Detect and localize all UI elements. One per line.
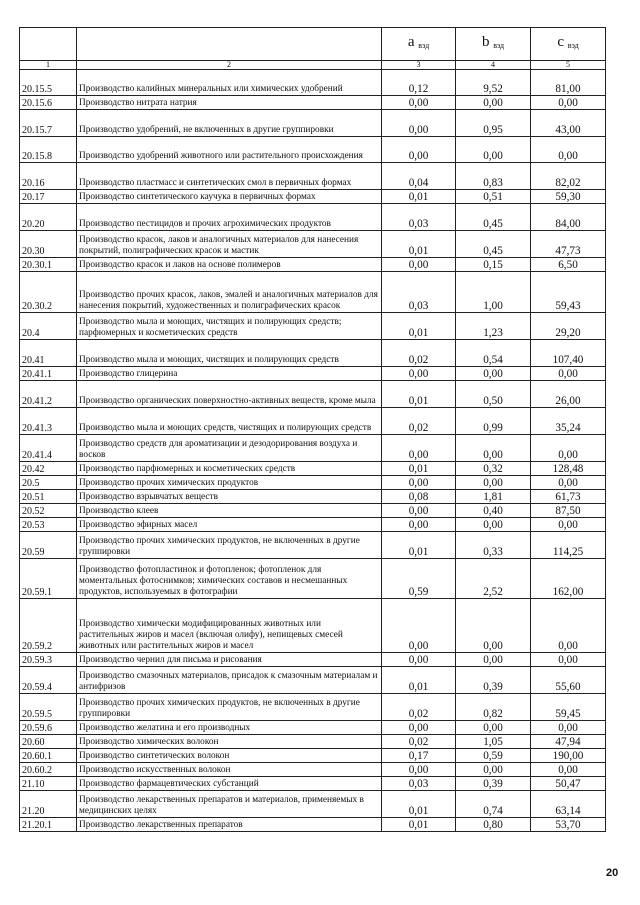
table-row [20, 721, 606, 735]
activity-code-cell: 21.20 [20, 791, 77, 818]
table-row [20, 532, 606, 559]
table-row [20, 518, 606, 532]
activity-code-cell: 20.15.5 [20, 70, 77, 96]
column-number-row [20, 61, 606, 70]
coef-b-cell: 0,82 [456, 694, 531, 721]
activity-code-cell: 20.59.3 [20, 653, 77, 667]
coef-c-cell: 162,00 [531, 559, 606, 599]
header-name-cell [77, 28, 382, 61]
activity-code-cell: 20.42 [20, 462, 77, 476]
coef-c-cell: 47,94 [531, 735, 606, 749]
activity-code-cell: 20.41.2 [20, 381, 77, 408]
table-row [20, 791, 606, 818]
coef-a-cell: 0,59 [382, 559, 456, 599]
table-row [20, 340, 606, 367]
coef-c-cell: 87,50 [531, 504, 606, 518]
coef-b-cell: 0,54 [456, 340, 531, 367]
table-row [20, 272, 606, 313]
coef-a-cell: 0,01 [382, 313, 456, 340]
coef-a-cell: 0,01 [382, 381, 456, 408]
activity-code-cell: 20.60.2 [20, 763, 77, 777]
coef-a-cell: 0,01 [382, 667, 456, 694]
coefficients-table [19, 27, 606, 832]
coef-b-cell: 0,00 [456, 721, 531, 735]
coef-c-cell: 61,73 [531, 490, 606, 504]
coef-c-cell: 0,00 [531, 435, 606, 462]
coef-a-cell: 0,00 [382, 476, 456, 490]
activity-code-cell: 20.41.3 [20, 408, 77, 435]
table-row [20, 258, 606, 272]
coef-a-cell: 0,17 [382, 749, 456, 763]
activity-name-cell: Производство парфюмерных и косметических средств [77, 462, 382, 476]
activity-code-cell: 20.4 [20, 313, 77, 340]
coef-a-cell: 0,02 [382, 694, 456, 721]
table-row [20, 559, 606, 599]
coef-b-cell: 0,00 [456, 599, 531, 653]
coef-c-cell: 47,73 [531, 231, 606, 258]
coef-c-cell: 55,60 [531, 667, 606, 694]
activity-code-cell: 20.52 [20, 504, 77, 518]
coef-b-cell: 0,00 [456, 763, 531, 777]
activity-name-cell: Производство мыла и моющих средств, чистящих и полирующих средств [77, 408, 382, 435]
coef-c-cell: 0,00 [531, 476, 606, 490]
coef-b-cell: 0,00 [456, 96, 531, 110]
coef-a-cell: 0,01 [382, 791, 456, 818]
activity-name-cell: Производство удобрений животного или растительного происхождения [77, 137, 382, 163]
coef-b-cell: 9,52 [456, 70, 531, 96]
coef-c-cell: 53,70 [531, 818, 606, 832]
activity-name-cell: Производство органических поверхностно-активных веществ, кроме мыла [77, 381, 382, 408]
activity-code-cell: 21.10 [20, 777, 77, 791]
coef-a-cell: 0,01 [382, 532, 456, 559]
coefficients-table-sheet [19, 27, 605, 832]
coef-b-cell: 0,33 [456, 532, 531, 559]
coef-b-cell: 0,39 [456, 777, 531, 791]
activity-name-cell: Производство химических волокон [77, 735, 382, 749]
coef-c-cell: 128,48 [531, 462, 606, 476]
coef-c-cell: 81,00 [531, 70, 606, 96]
coef-c-cell: 43,00 [531, 110, 606, 137]
coef-a-cell: 0,08 [382, 490, 456, 504]
activity-name-cell: Производство красок и лаков на основе полимеров [77, 258, 382, 272]
activity-name-cell: Производство лекарственных препаратов [77, 818, 382, 832]
table-row [20, 231, 606, 258]
table-row [20, 777, 606, 791]
coef-c-cell: 35,24 [531, 408, 606, 435]
coef-c-cell: 0,00 [531, 518, 606, 532]
coef-b-cell: 0,45 [456, 204, 531, 231]
activity-name-cell: Производство прочих химических продуктов, не включенных в другие группировки [77, 532, 382, 559]
coef-a-cell: 0,00 [382, 367, 456, 381]
coef-b-cell: 0,00 [456, 653, 531, 667]
coef-b-cell: 0,51 [456, 190, 531, 204]
activity-code-cell: 20.60 [20, 735, 77, 749]
coef-a-cell: 0,03 [382, 204, 456, 231]
coef-c-cell: 84,00 [531, 204, 606, 231]
page-number: 20 [606, 867, 619, 879]
table-row [20, 667, 606, 694]
coef-a-cell: 0,00 [382, 96, 456, 110]
column-number: 4 [456, 61, 531, 70]
column-number: 1 [20, 61, 77, 70]
coef-b-cell: 0,95 [456, 110, 531, 137]
coef-c-cell: 190,00 [531, 749, 606, 763]
activity-name-cell: Производство мыла и моющих, чистящих и полирующих средств [77, 340, 382, 367]
table-row [20, 110, 606, 137]
coef-c-cell: 0,00 [531, 653, 606, 667]
table-row [20, 749, 606, 763]
activity-name-cell: Производство синтетических волокон [77, 749, 382, 763]
activity-name-cell: Производство прочих химических продуктов [77, 476, 382, 490]
coef-a-cell: 0,03 [382, 777, 456, 791]
coef-a-cell: 0,00 [382, 763, 456, 777]
coef-c-cell: 59,45 [531, 694, 606, 721]
coef-a-cell: 0,00 [382, 110, 456, 137]
table-row [20, 190, 606, 204]
table-row [20, 367, 606, 381]
coef-b-cell: 0,39 [456, 667, 531, 694]
activity-code-cell: 20.41.1 [20, 367, 77, 381]
coef-b-cell: 0,80 [456, 818, 531, 832]
activity-name-cell: Производство фармацевтических субстанций [77, 777, 382, 791]
activity-name-cell: Производство искусственных волокон [77, 763, 382, 777]
activity-code-cell: 20.16 [20, 163, 77, 190]
activity-name-cell: Производство пестицидов и прочих агрохимических продуктов [77, 204, 382, 231]
activity-code-cell: 20.30.2 [20, 272, 77, 313]
coef-a-cell: 0,00 [382, 599, 456, 653]
table-row [20, 599, 606, 653]
coef-a-cell: 0,01 [382, 462, 456, 476]
coef-c-cell: 6,50 [531, 258, 606, 272]
table-row [20, 408, 606, 435]
coef-c-cell: 0,00 [531, 367, 606, 381]
coef-b-cell: 0,00 [456, 476, 531, 490]
activity-name-cell: Производство синтетического каучука в первичных формах [77, 190, 382, 204]
coef-c-cell: 0,00 [531, 721, 606, 735]
activity-name-cell: Производство клеев [77, 504, 382, 518]
activity-name-cell: Производство прочих красок, лаков, эмалей и аналогичных материалов для нанесения покрытий, художественных и полиграфических красок [77, 272, 382, 313]
coef-a-cell: 0,00 [382, 137, 456, 163]
coef-b-cell: 1,81 [456, 490, 531, 504]
table-row [20, 137, 606, 163]
activity-name-cell: Производство красок, лаков и аналогичных материалов для нанесения покрытий, полиграфических красок и мастик [77, 231, 382, 258]
coef-b-cell: 0,45 [456, 231, 531, 258]
table-row [20, 504, 606, 518]
coef-a-cell: 0,02 [382, 340, 456, 367]
activity-code-cell: 20.59.5 [20, 694, 77, 721]
coef-c-cell: 0,00 [531, 96, 606, 110]
table-row [20, 490, 606, 504]
coef-a-cell: 0,00 [382, 653, 456, 667]
coef-b-cell: 1,05 [456, 735, 531, 749]
activity-name-cell: Производство мыла и моющих, чистящих и полирующих средств; парфюмерных и косметических средств [77, 313, 382, 340]
activity-name-cell: Производство взрывчатых веществ [77, 490, 382, 504]
activity-name-cell: Производство средств для ароматизации и дезодорирования воздуха и восков [77, 435, 382, 462]
activity-code-cell: 20.41 [20, 340, 77, 367]
coef-b-cell: 2,52 [456, 559, 531, 599]
activity-name-cell: Производство эфирных масел [77, 518, 382, 532]
column-number: 5 [531, 61, 606, 70]
activity-code-cell: 20.30.1 [20, 258, 77, 272]
coef-c-cell: 114,25 [531, 532, 606, 559]
coef-b-cell: 1,23 [456, 313, 531, 340]
coef-b-cell: 0,32 [456, 462, 531, 476]
coef-a-cell: 0,12 [382, 70, 456, 96]
activity-code-cell: 20.59.2 [20, 599, 77, 653]
activity-code-cell: 20.41.4 [20, 435, 77, 462]
column-number: 3 [382, 61, 456, 70]
coef-a-cell: 0,00 [382, 518, 456, 532]
coef-b-cell: 0,00 [456, 435, 531, 462]
table-row [20, 735, 606, 749]
coef-b-cell: 0,00 [456, 367, 531, 381]
activity-code-cell: 20.15.6 [20, 96, 77, 110]
activity-code-cell: 20.51 [20, 490, 77, 504]
activity-name-cell: Производство удобрений, не включенных в другие группировки [77, 110, 382, 137]
activity-name-cell: Производство прочих химических продуктов, не включенных в другие группировки [77, 694, 382, 721]
header-col-b: b $_{вэд}$ [456, 28, 531, 61]
table-row [20, 462, 606, 476]
coef-b-cell: 0,15 [456, 258, 531, 272]
activity-code-cell: 20.30 [20, 231, 77, 258]
coef-c-cell: 50,47 [531, 777, 606, 791]
activity-code-cell: 20.15.7 [20, 110, 77, 137]
coef-a-cell: 0,00 [382, 258, 456, 272]
table-row [20, 435, 606, 462]
table-row [20, 381, 606, 408]
table-header-row [20, 28, 606, 61]
table-row [20, 163, 606, 190]
coef-b-cell: 0,83 [456, 163, 531, 190]
coef-a-cell: 0,00 [382, 504, 456, 518]
coef-a-cell: 0,03 [382, 272, 456, 313]
table-row [20, 204, 606, 231]
activity-name-cell: Производство глицерина [77, 367, 382, 381]
activity-name-cell: Производство желатина и его производных [77, 721, 382, 735]
table-row [20, 763, 606, 777]
header-col-c: c $_{вэд}$ [531, 28, 606, 61]
table-body [20, 70, 606, 832]
header-code-cell [20, 28, 77, 61]
activity-name-cell: Производство фотопластинок и фотопленок; фотопленок для моментальных фотоснимков; химических составов и несмешанных продуктов, используемых в фотографии [77, 559, 382, 599]
activity-code-cell: 20.15.8 [20, 137, 77, 163]
coef-c-cell: 26,00 [531, 381, 606, 408]
activity-code-cell: 20.59.6 [20, 721, 77, 735]
coef-b-cell: 0,00 [456, 137, 531, 163]
activity-code-cell: 20.59.4 [20, 667, 77, 694]
coef-b-cell: 0,50 [456, 381, 531, 408]
coef-b-cell: 1,00 [456, 272, 531, 313]
coef-c-cell: 82,02 [531, 163, 606, 190]
table-row [20, 818, 606, 832]
activity-code-cell: 20.59.1 [20, 559, 77, 599]
header-col-a: a $_{вэд}$ [382, 28, 456, 61]
activity-name-cell: Производство нитрата натрия [77, 96, 382, 110]
coef-b-cell: 0,59 [456, 749, 531, 763]
table-row [20, 313, 606, 340]
coef-c-cell: 63,14 [531, 791, 606, 818]
table-row [20, 96, 606, 110]
table-row [20, 70, 606, 96]
activity-name-cell: Производство смазочных материалов, присадок к смазочным материалам и антифризов [77, 667, 382, 694]
coef-a-cell: 0,01 [382, 231, 456, 258]
table-row [20, 694, 606, 721]
coef-b-cell: 0,00 [456, 518, 531, 532]
activity-name-cell: Производство пластмасс и синтетических смол в первичных формах [77, 163, 382, 190]
coef-c-cell: 29,20 [531, 313, 606, 340]
activity-name-cell: Производство химически модифицированных животных или растительных жиров и масел (включая олифу), непищевых смесей животных или растительных жиров и масел [77, 599, 382, 653]
coef-c-cell: 0,00 [531, 137, 606, 163]
activity-code-cell: 20.5 [20, 476, 77, 490]
coef-c-cell: 59,30 [531, 190, 606, 204]
coef-b-cell: 0,40 [456, 504, 531, 518]
coef-c-cell: 107,40 [531, 340, 606, 367]
coef-a-cell: 0,02 [382, 408, 456, 435]
activity-code-cell: 20.20 [20, 204, 77, 231]
coef-b-cell: 0,74 [456, 791, 531, 818]
coef-a-cell: 0,00 [382, 721, 456, 735]
activity-code-cell: 21.20.1 [20, 818, 77, 832]
activity-code-cell: 20.59 [20, 532, 77, 559]
activity-code-cell: 20.17 [20, 190, 77, 204]
coef-b-cell: 0,99 [456, 408, 531, 435]
coef-a-cell: 0,04 [382, 163, 456, 190]
activity-name-cell: Производство калийных минеральных или химических удобрений [77, 70, 382, 96]
coef-c-cell: 0,00 [531, 599, 606, 653]
activity-code-cell: 20.53 [20, 518, 77, 532]
table-row [20, 476, 606, 490]
table-row [20, 653, 606, 667]
activity-name-cell: Производство чернил для письма и рисования [77, 653, 382, 667]
coef-c-cell: 59,43 [531, 272, 606, 313]
activity-code-cell: 20.60.1 [20, 749, 77, 763]
coef-a-cell: 0,01 [382, 818, 456, 832]
coef-a-cell: 0,02 [382, 735, 456, 749]
column-number: 2 [77, 61, 382, 70]
coef-a-cell: 0,00 [382, 435, 456, 462]
activity-name-cell: Производство лекарственных препаратов и материалов, применяемых в медицинских целях [77, 791, 382, 818]
coef-c-cell: 0,00 [531, 763, 606, 777]
coef-a-cell: 0,01 [382, 190, 456, 204]
